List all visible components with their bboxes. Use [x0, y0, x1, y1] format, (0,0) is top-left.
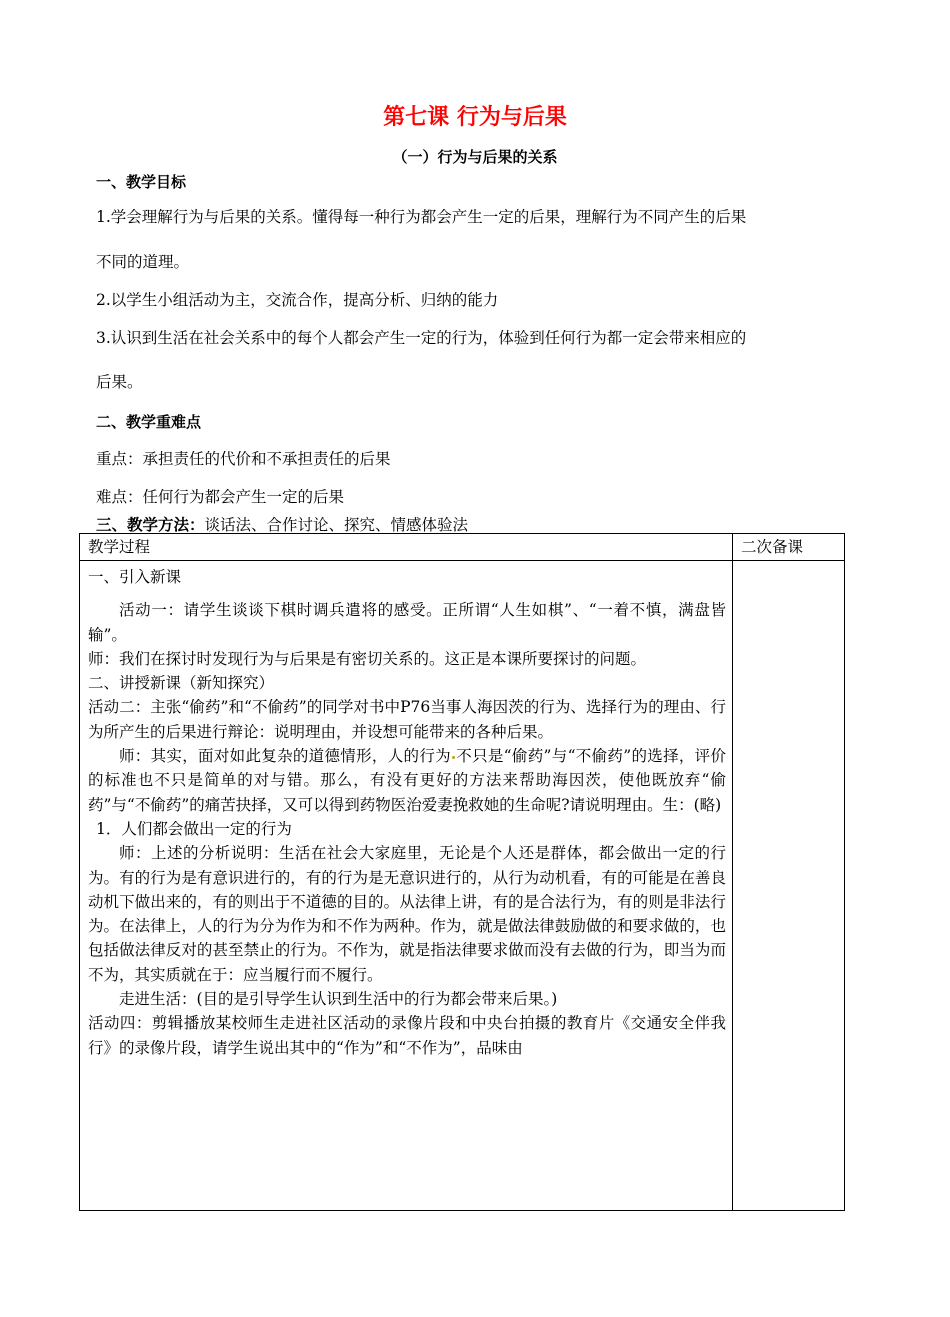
- difficulty-point: 难点：任何行为都会产生一定的后果: [96, 488, 345, 506]
- lesson-subtitle: （一）行为与后果的关系: [392, 148, 558, 166]
- table-header-row: [80, 534, 845, 561]
- process-header-cell: 教学过程: [80, 534, 733, 561]
- table-body-row: [80, 561, 845, 1211]
- key-points-heading: 二、教学重难点: [96, 413, 202, 431]
- methods-label: 三、教学方法：: [96, 516, 205, 534]
- notes-content-cell: [733, 561, 845, 1211]
- teacher-remark-1: 师：我们在探讨时发现行为与后果是有密切关系的。这正是本课所要探讨的问题。: [88, 649, 647, 668]
- activity-four-text: 活动四：剪辑播放某校师生走进社区活动的录像片段和中央台拍摄的教育片《交通安全伴我行》的录像片段，请学生说出其中的“作为”和“不作为”，品味由: [88, 1014, 726, 1057]
- methods-text: 谈话法、合作讨论、探究、情感体验法: [204, 516, 469, 534]
- teacher-remark-2-part-1: 师：其实，面对如此复杂的道德情形，人的行为: [119, 747, 451, 766]
- objective-2: 2.以学生小组活动为主，交流合作，提高分析、归纳的能力: [96, 291, 499, 309]
- lesson-title: 第七课 行为与后果: [383, 105, 567, 130]
- focus-point: 重点：承担责任的代价和不承担责任的后果: [96, 450, 391, 468]
- section-new-lesson-heading: 二、讲授新课（新知探究）: [88, 674, 275, 693]
- activity-two-text: 活动二：主张“偷药”和“不偷药”的同学对书中P76当事人海因茨的行为、选择行为的理由、行为所产生的后果进行辩论：说明理由，并设想可能带来的各种后果。: [88, 698, 726, 741]
- objective-3-line-1: 3.认识到生活在社会关系中的每个人都会产生一定的行为，体验到任何行为都一定会带来相应的: [96, 329, 747, 347]
- highlight-dot: [452, 756, 455, 759]
- objective-1-line-1: 1.学会理解行为与后果的关系。懂得每一种行为都会产生一定的后果，理解行为不同产生的后果: [96, 208, 747, 226]
- objective-3-line-2: 后果。: [96, 373, 143, 391]
- into-life-text: 走进生活：(目的是引导学生认识到生活中的行为都会带来后果。): [119, 990, 558, 1009]
- lesson-process-table: [79, 533, 845, 1211]
- section-intro-heading: 一、引入新课: [88, 568, 182, 586]
- objectives-heading: 一、教学目标: [96, 173, 187, 191]
- methods-line: [96, 515, 866, 535]
- notes-header-cell: 二次备课: [733, 534, 845, 561]
- teacher-remark-2-part-2: 不只是“偷药”与“不偷药”的选择，评价的标准也不只是简单的对与错。那么，有没有更好的方法来帮助海因茨，使他既放弃“偷药”与“不偷药”的痛苦抉择，又可以得到药物医治爱妻挽救她的生命呢?请说明理由。生：(略): [88, 747, 726, 814]
- objective-1-line-2: 不同的道理。: [96, 253, 190, 271]
- activity-one-text: 活动一：请学生谈谈下棋时调兵遣将的感受。正所谓“人生如棋”、“一着不慎，满盘皆输”。: [88, 601, 726, 644]
- point-1-heading: 1．人们都会做出一定的行为: [96, 819, 292, 838]
- teacher-remark-3: 师：上述的分析说明：生活在社会大家庭里，无论是个人还是群体，都会做出一定的行为。有的行为是有意识进行的，有的行为是无意识进行的，从行为动机看，有的可能是在善良动机下做出来的，有的则出于不道德的目的。从法律上讲，有的是合法行为，有的则是非法行为。在法律上，人的行为分为作为和不作为两种。作为，就是做法律鼓励做的和要求做的，也包括做法律反对的甚至禁止的行为。不作为，就是指法律要求做而没有去做的行为，即当为而不为，其实质就在于：应当履行而不履行。: [88, 844, 726, 984]
- process-content-cell: [80, 561, 733, 1211]
- teacher-remark-2: [88, 744, 726, 817]
